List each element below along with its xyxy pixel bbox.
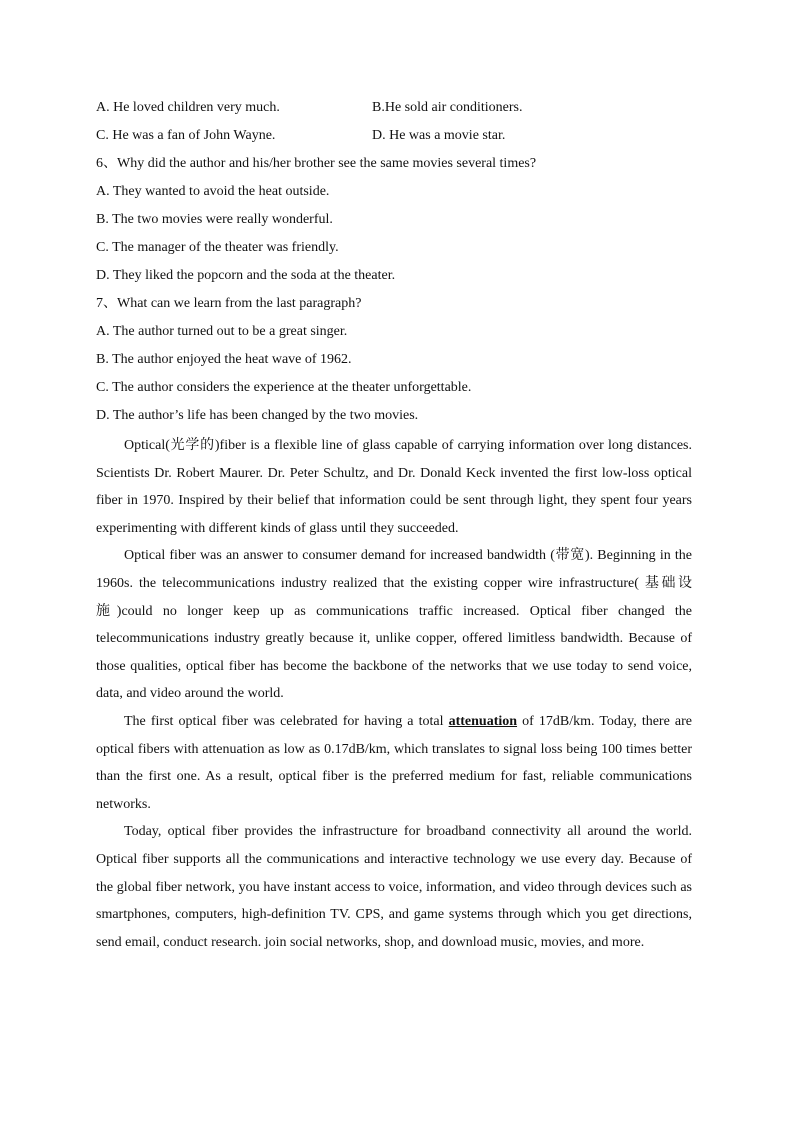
vocabulary-keyword: attenuation — [448, 713, 518, 729]
q6-option-b: B. The two movies were really wonderful. — [96, 212, 333, 227]
paragraph-3-text-before: The first optical fiber was celebrated for having a total — [124, 713, 449, 729]
q5-option-a: A. He loved children very much. — [96, 100, 280, 115]
passage-paragraph-1: Optical(光学的)fiber is a flexible line of glass capable of carrying information over long distances. Scientists Dr. Robert Maurer. Dr. Peter Schultz, and Dr. Donald Keck invented the first low-loss optical fiber in 1970. Inspired by their belief that information could be sent through light, they spent four years experimenting with different kinds of glass until they succeeded. — [96, 438, 692, 536]
q6-option-c: C. The manager of the theater was friendly. — [96, 240, 339, 255]
passage-paragraph-2: Optical fiber was an answer to consumer demand for increased bandwidth (带宽). Beginning in the 1960s. the telecommunications industry realized that the existing copper wire infrastructure( 基础设施)could no longer keep up as communications traffic increased. Optical fiber changed the telecommunications industry greatly because it, unlike copper, offered limitless bandwidth. Because of those qualities, optical fiber has become the backbone of the networks that we use today to send voice, data, and video around the world. — [96, 548, 692, 702]
q5-options-row-1 — [96, 94, 696, 122]
passage-paragraph-4: Today, optical fiber provides the infrastructure for broadband connectivity all around the world. Optical fiber supports all the communications and interactive technology we use every day. Because of the global fiber network, you have instant access to voice, information, and video through devices such as smartphones, computers, high-definition TV. CPS, and game systems through which you get directions, send email, conduct research. join social networks, shop, and download music, movies, and more. — [96, 824, 692, 950]
q7-option-a: A. The author turned out to be a great singer. — [96, 324, 348, 339]
q7-option-c: C. The author considers the experience at the theater unforgettable. — [96, 380, 472, 395]
paragraph-3-text-after: of 17dB/km. Today, there are optical fibers with attenuation as low as 0.17dB/km, which translates to signal loss being 100 times better than the first one. As a result, optical fiber is the preferred medium for fast, reliable communications networks. — [96, 713, 692, 812]
q7-option-d: D. The author’s life has been changed by the two movies. — [96, 408, 419, 423]
passage-paragraph-3 — [96, 708, 692, 818]
q7-option-b: B. The author enjoyed the heat wave of 1962. — [96, 352, 352, 367]
q5-options-row-2 — [96, 122, 696, 150]
q5-option-c: C. He was a fan of John Wayne. — [96, 128, 276, 143]
q6-stem: 6、Why did the author and his/her brother see the same movies several times? — [96, 156, 537, 171]
q5-option-b: B.He sold air conditioners. — [372, 100, 523, 115]
q6-option-a: A. They wanted to avoid the heat outside. — [96, 184, 330, 199]
q6-option-d: D. They liked the popcorn and the soda at the theater. — [96, 268, 396, 283]
q7-stem: 7、What can we learn from the last paragraph? — [96, 296, 362, 311]
q5-option-d: D. He was a movie star. — [372, 128, 506, 143]
document-page — [96, 94, 696, 956]
